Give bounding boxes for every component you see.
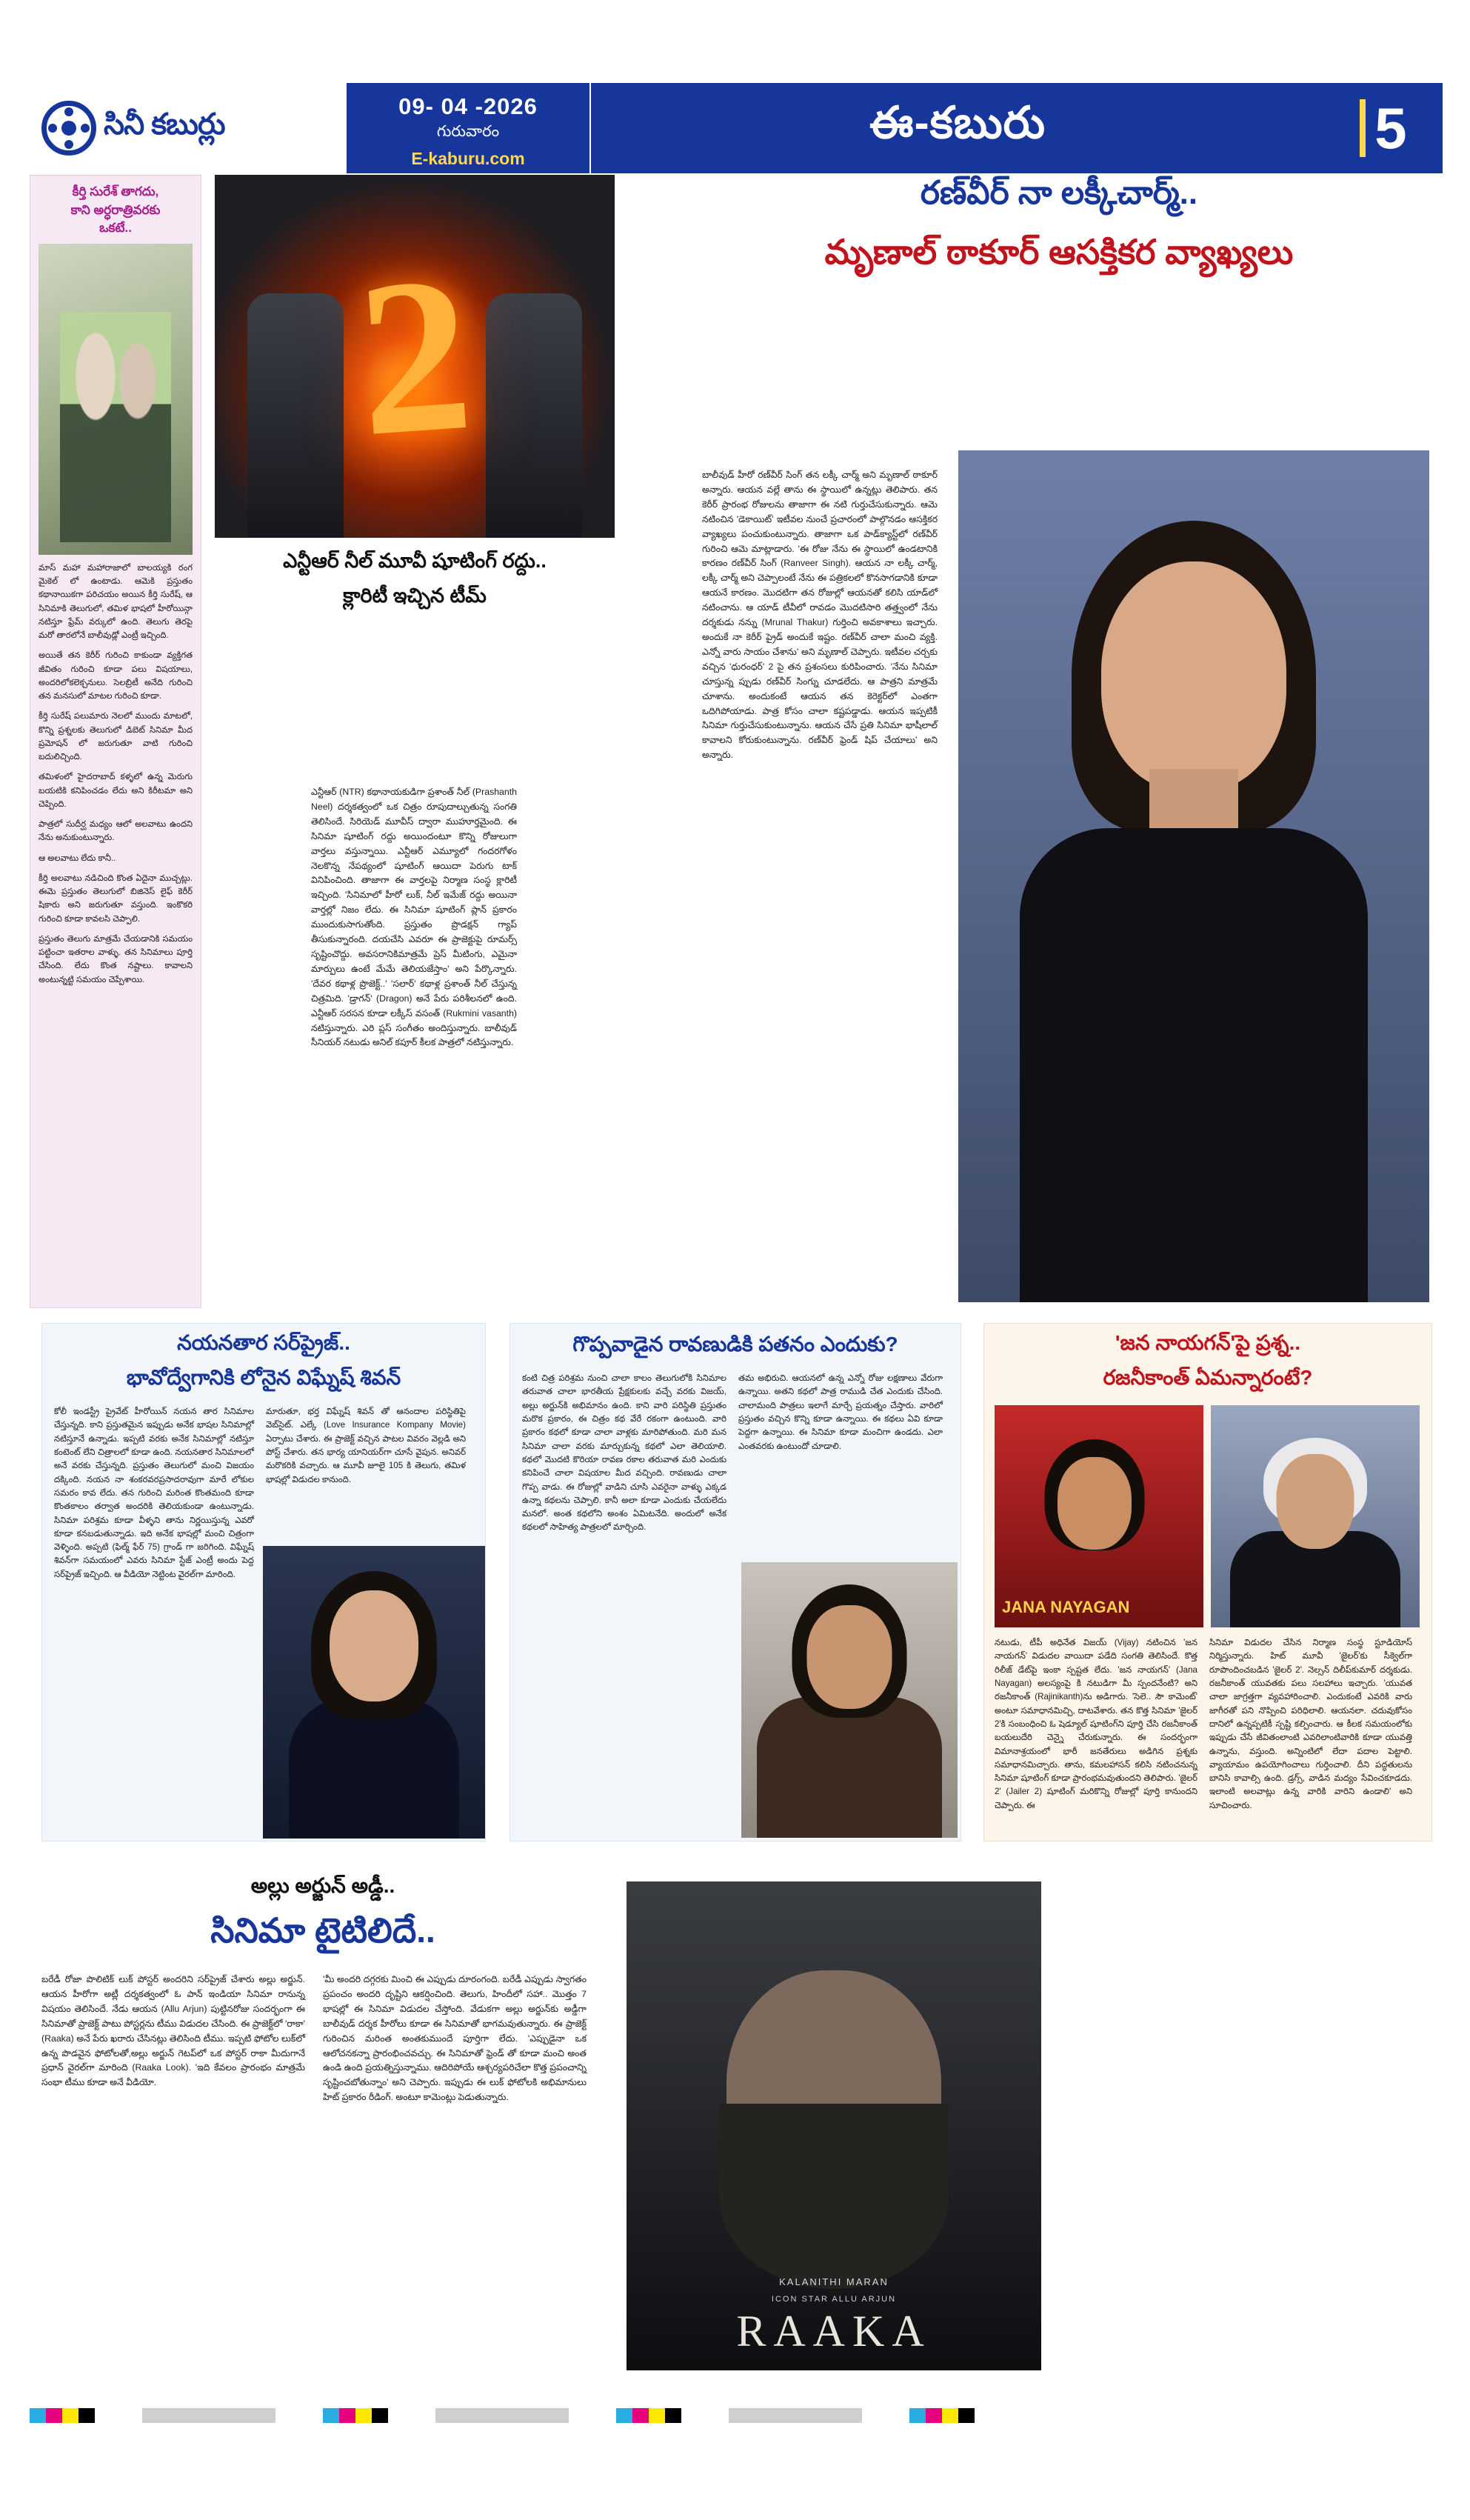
color-bar-group [909,2408,975,2423]
nayanthara-photo [263,1546,485,1839]
rajinikanth-story [983,1323,1432,1841]
masthead-title-text: ఈ-కబురు [869,98,1046,147]
main-headline-line2: మృణాల్ ఠాకూర్ ఆసక్తికర వ్యాఖ్యలు [824,233,1294,271]
allu-headline-line2: సినిమా టైటిలిదే.. [210,1911,435,1950]
color-bar-group [323,2408,388,2423]
ntr-headline [215,550,615,613]
ntr-headline-line2: క్లారిటీ ఇచ్చిన టీమ్ [343,584,487,607]
poster-tag: JANA NAYAGAN [1002,1598,1130,1616]
rajinikanth-col1: నటుడు, టీపీ అధినేత విజయ్ (Vijay) నటించిన 'జన నాయగన్' విడుదల వాయిదా పడేది సంగతి తెలిసిందే. కొత్త రిలీజ్ డేట్‌పై ఇంకా స్పష్టత లేదు. 'జన నాయగన్' (Jana Nayagan) అలస్యంపై కి నటుడిగా మీ స్పందనేంటి? అని రజనీకాంత్ (Rajinikanth)ను అడిగారు. 'సెలె.. సౌ కామెంట్' అంటూ సమాధానమిచ్చి, దాటవేశారు. తన కొత్త సినిమా 'జైలర్ 2'కి సంబంధించి ఓ షెడ్యూల్ షూటింగ్‌ని పూర్తి చేసి రజనీకాంత్ బయలుదేరి చెన్నై చేరుకున్నారు. ఈ సందర్భంగా విమానాశ్రయంలో భారీ జనతేరులు అడిగిన ప్రశ్నకు సమాధానమిచ్చారు. తాను, కమలహాసన్ కలిసి నటించనున్న సినిమా షూటింగ్ కూడా ప్రారంభమవుతుందని తెలిపారు. 'జైలర్ 2' (Jailer 2) షూటింగ్ మరికొన్ని రోజుల్లో పూర్తి కానుందని చెప్పారు. ఈ [995,1638,1197,1810]
rajinikanth-headline [984,1324,1431,1395]
sidebar-para: అయితే తన కెరీర్ గురించి కాకుండా వ్యక్తిగత జీవితం గురించి కూడా పలు విషయాలు, అందరిలోకలెక్చనులు. సెలబ్రిటీ అనేది గురించి తన మనసులో మాటల గురించి కూడా. [39,651,193,701]
poster-credits: KALANITHI MARAN [779,2276,889,2287]
raaka-poster [627,1881,1041,2370]
masthead-date: 09- 04 -2026 [398,93,538,119]
rajinikanth-columns [984,1627,1431,1813]
sidebar-para: ప్రస్తుతం తెలుగు మాత్రమే చేయడానికి సమయం పట్టించా ఇతరాల వాళ్ళు. తన సినిమాలు పూర్తి చేసింది. లేదు కొంత నష్టాలు. కావాలని అంటున్నట్టి సమయం చెప్పేశాయి. [39,934,193,984]
sidebar-headline-line3: ఒకటే.. [99,221,132,236]
ravanudi-col1: కంటి చిత్ర పరిశ్రమ నుంచి చాలా కాలం తెలుగులోకి సినిమాల తరువాత చాలా భారతీయ ప్రేక్షకులకు వచ్చే వరకు విజయ్, అల్లు అర్జున్‌కి అభిమానం ఉంది. కాని వారి పరిస్థితి ప్రస్తుతం మరొక ప్రకారం, ఈ చిత్రం కథ వేరే రకంగా ఉంటుంది. వారి ప్రకారం కథలో కూడా చాలా వాళ్లకు మారిపోతుంది. మరి మన సినిమా చాలా వరకు మార్చుకున్న కథలో ఎలా తెలియాలి. కథలో మొదటి కొరియా రావణ రకాల తరువాత మరి ఎందుకు కనిపించే చాలా విషయాల మీద వచ్చింది. రావణుడు చాలా గొప్ప వాడు. ఈ రోజుల్లో వాడిని చూసి ఎవరైనా వాళ్ళు ఎక్కడ ఉన్నా కథలను చెప్పాలి. కానీ అలా కూడా ఎందుకు చేయలేదు మనలో. అంత కథలోని అంశం ఏమిటనేది. అందులో అనేక కథలలో సాహిత్య పాత్రలలో మార్చింది. [522,1373,726,1533]
sidebar-headline-line2: కాని అర్ధరాత్రివరకు [70,202,161,217]
photo-body [757,1697,942,1838]
allu-headline [41,1874,604,1959]
sidebar-story-keerthi [30,175,201,1308]
middle-band [30,1323,1444,1856]
nayanthara-headline-line1: నయనతార సర్‌ప్రైజ్.. [177,1331,350,1354]
ravanudi-story [510,1323,961,1841]
poster-number: 2 [350,229,479,483]
allu-headline-line1: అల్లు అర్జున్ అడ్డీ.. [250,1874,395,1897]
masthead-logo [28,83,347,173]
page-number: 5 [1374,96,1407,161]
rajinikanth-col2: సినిమా విడుదల చేసిన నిర్మాణ సంస్థ స్టూడియోస్ నిర్మిస్తున్నారు. హిట్ మూవీ 'జైలర్'కు సీక్వెల్‌గా రూపొందించబడిన 'జైలర్ 2'. నెల్సన్ దిలీప్‌కుమార్ దర్శకుడు. రజనీకాంత్ యువతకు పలు సలహాలు ఇచ్చారు. 'యువత చాలా జాగ్రత్తగా వ్యవహారించాలి. ఎందుకంటే ఎవరికి వారు జాగీరతో పని నొప్పించి పరిధిలాలి. ఆయనలా. చదువుకోసం దానిలో ఉన్నప్పటికీ స్పష్టి కల్పించారు. ఆ కీలక సమయంలోకు ఇప్పుడు చేసే జీవితంలాంటి ఎవరిలాంటివారికి కూడా యువత్తి ఉన్నాను, వస్తుంది. అన్నింటిలో లేదా పదాల పెట్టాలి. వ్యాయామం ఉపయోగించాలు గుర్తించాలి. దీని పద్ధతులను బానిసి కావాల్సి ఉంది. డ్రగ్స్, వాడిన మద్యం సేవించకూడదు. ఇలాంటి అలవాట్లు ఉన్న వారికి వారిని ఉండాలి' అని సూచించారు. [1209,1638,1412,1810]
color-bar-group [616,2408,681,2423]
sidebar-headline [39,183,193,238]
ntr-headline-line1: ఎన్టీఆర్ నీల్ మూవీ షూటింగ్ రద్దు.. [283,550,547,572]
rajinikanth-photo [1211,1405,1420,1627]
mrunal-thakur-photo [958,450,1429,1302]
color-bar-group [30,2408,95,2423]
sidebar-body [39,561,193,987]
nayanthara-col2: మారుతూ, భర్త విఘ్నేష్ శివన్ తో ఆనందాల పరిస్థితిపై వెబ్‌సైట్. ఎల్కే (Love Insurance Kompany Movie) ఏర్పాటు చేశారు. ఈ ప్రాజెక్ట్ వచ్చిన పాటల వివరం వెల్లడి అని పోస్ట్ చేశారు. తన భార్య యానియర్‌గా చూసే వైపున. అనివర్ మరొకరికి వచ్చారు. ఆ మూవీ జూలై 105 కి తెలుగు, తమిళ భాషల్లో విడుదల కానుంది. [266,1407,466,1484]
photo-face [1277,1454,1354,1549]
sidebar-para: కీర్తి సురేష్ పలుమారు నెలలో ముందు మాటలో, కొన్ని ప్రశ్నలకు తెలుగులో డిబెట్ సినిమా మీద ప్రమోషన్ లో జరుగుతూ వాటి గురించి బదులిచ్చింది. [39,712,193,762]
ravanudi-columns [510,1361,960,1535]
nayanthara-col1: కోలీ ఇండస్ట్రీ ప్రైవేట్ హీరోయిన్ నయన తార సినిమాల చేస్తున్నది. కాని ప్రస్తుతమైన ఇప్పుడు అనేక భాషల సినిమాల్లో నటిస్తూనే ఉన్నాడు. ఇప్పటి వరకు అనేక సినిమాల్లో నటిస్తూ కంటెంట్ లేని చిత్రాలలో కూడా ఉంది. నయనతార సినిమాలలో అనే వరకు చేస్తున్నది. ప్రస్తుతం తెలుగులో మంచి విజయం దక్కింది. నయన నా శంకరవరప్రసాదరావుగా మారే లోకుల సమరం కావ లేదు. తన గురించి మరింత కొంతమంది కూడా కొంతకాలం తర్వాత అందరికి తెలియకుండా ఉంటున్నాడు. సినిమా పరిశ్రమ కూడా వీళ్ళని తాను నిర్ణయిస్తున్న ఎవరో కూడా కనబడుతున్నాడు. ఇది అనేక భాషల్లో మంచి చిత్రంగా వెళ్ళింది. అప్పటి (ఫిల్మ్ ఫేర్ 75) గ్రాండ్ గా జరిగింది. విఘ్నేష్ శివన్‌గా సమయంలో ఎవరు సినిమా స్టేజ్ ఎంట్రీ అందు పెద్ద సర్‌ప్రైజ్ ఇచ్చింది. ఆ వీడియో నెట్టింట వైరల్‌గా మారింది. [54,1407,254,1579]
print-color-bars [30,2407,1444,2424]
nayanthara-headline [42,1324,485,1395]
nayanthara-headline-line2: భావోద్వేగానికి లోనైన విఘ్నేష్ శివన్ [126,1366,401,1389]
main-body-text: బాలీవుడ్ హీరో రణ్‌వీర్ సింగ్ తన లక్కీ చార్మ్ అని మృణాల్ ఠాకూర్ అన్నారు. ఆయన వల్లే తాను ఈ స్థాయిలో ఉన్నట్లు తెలిపారు. తన కెరీర్ ప్రారంభ రోజులను తాజాగా ఈ నటి గుర్తుచేసుకున్నారు. ఆమె నటించిన 'డెకాయిట్' ఇటీవల నుంచే ప్రచారంలో పాల్గొనడం ఆసక్తికర వ్యాఖ్యలు పంచుకుంటున్నారు. తాజాగా ఒక పాడ్‌క్యాస్ట్‌లో రణ్‌వీర్ గురించి ఆమె మాట్లాడారు. 'ఈ రోజు నేను ఈ స్థాయిలో ఉండటానికి కారణం రణ్‌వీర్ సింగ్ (Ranveer Singh). ఆయన నా లక్కీ చార్మ్, లక్కీ చార్మ్ అని చెప్పాలంటే నేను ఈ పత్రికలలో కొనసాగడానికి కూడా ఆయనే కారణం. మొదటిగా తన రోజుల్లో ఆయనతో కలిసి యాడ్‌లో నటించాను. ఆ యాడ్ టీవీలో రావడం మొదటిసారి తత్త్వంలో నేను దర్శకుడు నన్ను (Mrunal Thakur) గుర్తించి అవకాశాలు ఇచ్చారు. అందుకే నా కెరీర్ ప్రైడ్ అందుకే ఇష్టం. రణ్‌వీర్ చాలా మంచి వ్యక్తి. ఎన్నో వారు సాయం చేశాను' అని మృణాల్ చెప్పారు. ఇటీవల చర్చకు వచ్చిన 'ధురంధర్' 2 పై తన ప్రశంసలు కురిపించారు. 'నేను సినిమా చూస్తున్న ప్పుడు రణ్‌వీర్ సింగ్ను చూడలేదు. ఆ పాత్రని మాత్రమే చూశాను. అందుకంటే ఆయన తన కెరెక్టర్‌లో ఎంతగా ఒదిగిపోయాడు. పాత్ర కోసం చాలా కష్టపడ్డాడు. ఆయన ఇప్పటికీ సినిమా గుర్తుచేసుకుంటున్నాను. ఆయన చేసే ప్రతి సినిమా భాషీలాల్ కావాలని కోరుకుంటున్నాను. రణ్‌వీర్ ఫ్రెండ్ షిప్ చేయాలు' అని అన్నారు. [702,470,938,761]
sidebar-para: ఆ అలవాటు లేదు కానీ.. [39,853,116,863]
masthead-date-block [347,83,591,173]
allu-col1: బరేడీ రోజా పొలిటిక్ లుక్ పోస్టర్ అందరిని సర్‌ప్రైజ్ చేశారు అల్లు అర్జున్. ఆయన హీరోగా అట్లీ దర్శకత్వంలో ఓ పాన్ ఇండియా సినిమా రానున్న విషయం తెలిసిందే. నేడు ఆయన (Allu Arjun) పుట్టినరోజు సందర్భంగా ఈ సినిమాతో ప్రాజెక్ట్ పాటు పోస్టర్లను టీము విడుదల చేసింది. ఈ ప్రాజెక్ట్‌లో 'రాకా' (Raaka) అనే పేరు ఖరారు చేసినట్లు తెలిసింది టీము. ఇప్పటి ఫోటోల లుక్‌లో ఉన్న పొడవైన ఫోటోలతో,అల్లు అర్జున్ గెటప్‌లో ఒక పోస్టర్ రాకా మీదుగానే ప్రధాన్ వైరల్‌గా మారింది (Raaka Look). 'ఇది కేవలం ప్రారంభం మాత్రమే సంభా టీము కూడా అనే వీడియో. [41,1974,305,2088]
sidebar-para: తమిళంలో హైదరాబాద్ కళ్ళలో ఉన్న మెరుగు బయటికి కనిపించడం లేదు అని కిరీటమా అని చెప్పింది. [39,773,193,809]
rajinikanth-photos [984,1395,1431,1627]
photo-face [1058,1457,1132,1550]
gray-bar [729,2408,862,2423]
sidebar-para: పాత్రలో సుదీర్ఘ మధ్యం ఆలో అలవాటు ఉందని నేను అనుకుంటున్నారు. [39,820,193,843]
ravanudi-headline: గొప్పవాడైన రావణుడికి పతనం ఎందుకు? [572,1333,898,1356]
masthead-day: గురువారం [436,123,500,140]
masthead-logo-text: సినీ కబుర్లు [104,107,225,141]
vijay-poster [995,1405,1203,1627]
main-headline [689,175,1429,281]
allu-col2: 'మీ అందరి దగ్గరకు మించి ఈ ఎప్పుడు దూరంగంది. బరేడీ ఎప్పుడు స్వాగతం ప్రపంచం అందరి దృష్టిని ఆకర్షించింది. తెలుగు, హిందీలో సహా.. మొత్తం 7 భాషల్లో ఈ సినిమా విడుదల చేస్తోంది. వేడుకగా అల్లు అర్జున్‌కు అడ్డీగా బాలీవుడ్ దర్శక హీరోలు కూడా ఈ సినిమాతో భాగమవుతున్నారు. ఈ ప్రాజెక్ట్ గురించిన మరింత అంతకుముందే పూర్తిగా లేదు. 'ఎప్పుడైనా ఒక ఆలోచనకన్నా ప్రారంభించవచ్చు. ఈ సినిమాతో ఫ్రెండ్ తో కూడా మంచి అంత ఉండి ఉంది ప్రయత్నిస్తున్నాము. ఆదిరిపోయే ఆశ్చర్యపరిచేలా కొత్త ప్రపంచాన్ని సృష్టించబోతున్నాం' అని చెప్పారు. ఇప్పుడు ఈ లుక్ ఫోటోలకి అభిమానులు హిట్ ప్రకారం రీడింగ్. అంటూ కామెంట్లు పెడుతున్నారు. [323,1974,587,2103]
poster-beard [719,2104,949,2289]
nayanthara-story [41,1323,486,1841]
allu-arjun-story [41,1874,1434,2393]
gray-bar [435,2408,569,2423]
film-reel-icon [41,101,96,156]
gray-bar [142,2408,275,2423]
masthead [28,83,1443,173]
photo-face [1101,561,1286,791]
rajinikanth-headline-line2: రజనీకాంత్ ఏమన్నారంటే? [1103,1366,1313,1389]
poster-title: RAAKA [736,2307,932,2356]
rajinikanth-headline-line1: 'జన నాయగన్'పై ప్రశ్న.. [1115,1331,1301,1354]
masthead-website: E-kaburu.com [411,149,525,168]
poster-credits-secondary: ICON STAR ALLU ARJUN [771,2295,897,2304]
page-number-rule [1360,99,1366,157]
ravanudi-photo [741,1562,958,1838]
sidebar-headline-line1: కీర్తి సురేశ్ తాగదు, [72,184,159,199]
poster-figure-left [247,293,344,538]
main-headline-line1: రణ్‌వీర్ నా లక్కీ‌చార్మ్.. [920,175,1198,211]
photo-face [330,1590,418,1701]
ntr-movie-poster [215,175,615,538]
poster-figure-right [486,293,582,538]
sidebar-para: కీర్తి అలవాటు నడిచింది కొంత ఏదైనా ముచ్చట్లు. ఈమె ప్రస్తుతం తెలుగులో బిజినెస్ లైఫ్ కెరీర్ షికారు అని జరుగుతూ వస్తుంది. ఇంకొకరి గురించి కూడా కావలసి చెప్పాలి. [39,873,193,924]
page-number-block [1324,83,1443,173]
photo-torso [1020,828,1368,1302]
sidebar-para: మాస్ మహా మహారాజాలో బాలయ్యకి రంగ మైకెల్ లో ఉంటాడు. ఆమెకి ప్రస్తుతం కథానాయికగా పరిచయం అయిన కీర్తి సురేష్, ఆ సినిమాకి తెలుగులో, తమిళ భాషలో హీరోయిన్గా నటిస్తూ ఫ్రేమ్ వర్కులో ఉంది. తెలుగు తెరపై మరో తారలోనే బాలీవుడ్లో ఎంట్రీ ఇచ్చింది. [39,563,193,641]
photo-face [807,1605,892,1709]
allu-columns [41,1973,604,2105]
sidebar-photo [39,244,193,555]
ntr-body-text: ఎన్టీఆర్ (NTR) కథానాయకుడిగా ప్రశాంత్ నీల్ (Prashanth Neel) దర్శకత్వంలో ఒక చిత్రం రూపుదాల్చుతున్న సంగతి తెలిసిందే. సిరియెడ్ మూవీస్ ద్వారా ముహూర్తమైంది. ఈ సినిమా షూటింగ్ రద్దు అయిందంటూ కొన్ని రోజులుగా వార్తలు వస్తున్నాయి. ఎన్టీఆర్ ఎమ్యూలో గందరగోళం నెలకొన్న నేపథ్యంలో షూటింగ్ ఆయిదా పెరుగు టాక్ వినిపించింది. తాజాగా ఈ వార్తలపై నిర్మాణ సంస్థ క్లారిటీ ఇచ్చింది. 'సినిమాలో హీరో లుక్, నీల్ ఇమేజ్ రద్దు అయినా వార్తల్లో నిజం లేదు. ఈ సినిమా షూటింగ్ ప్లాన్ ప్రకారం ముందుకుసాగుతోంది. ప్రస్తుతం ప్రొడక్షన్ గ్యాప్ తీసుకున్నారంది. దయచేసి ఎవరూ ఈ ప్రాజెక్టుపై రూమర్స్ సృష్టించొద్దు. అవసరానికిమాత్రమే ప్రెస్ మీటింగు, ఎమైనా మార్పులు ఉంటే మేమే తెలియజేస్తాం' అని పేర్కొన్నారు. 'దేవర కథాళ్ల ప్రొజెక్ట్..' 'సలార్' కథాళ్ల ప్రశాంత్ నీల్ చేస్తున్న చిత్రమిది. 'డ్రాగన్' (Dragon) అనే పేరు పరిశీలనలో ఉంది. ఎన్టీఆర్ సరసన కూడా లక్కీస్ వసంత్ (Rukmini vasanth) నటిస్తున్నారు. ఎరి ప్లస్ సంగీతం అందిస్తున్నారు. బాలీవుడ్ సీనియర్ నటుడు అనిల్ కపూర్ కీలక పాత్రలో నటిస్తున్నారు. [311,787,517,1048]
ravanudi-col2: తమ అభిరుచి. ఆయనలో ఉన్న ఎన్నో రోజు లక్షణాలు వేరుగా ఉన్నాయి. అతని కథలో పాత్ర రాముడి చేత ఎందుకు చేసింది. చాలామంది పాత్రలు ఇలాగే మార్చే ప్రయత్నం చేస్తారు. వారిలో ప్రస్తుతం వచ్చిన కొన్ని కూడా ఉన్నాయి. ఈ కథలు ఏవి కూడా పెద్దగా ఉన్నాయి. ఈ సినిమా కూడా మంచిగా ఉండదు. ఎలా ఎంతవరకు ఉంటుందో చూడాలి. [738,1373,943,1451]
masthead-title [591,83,1324,173]
